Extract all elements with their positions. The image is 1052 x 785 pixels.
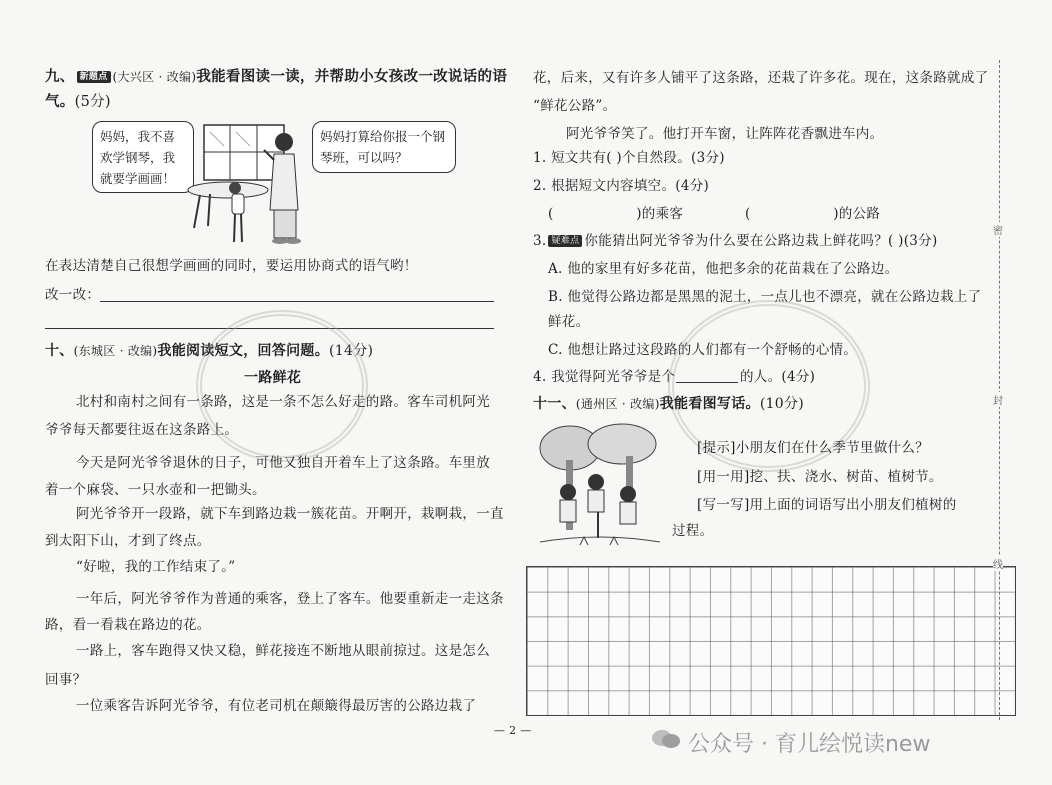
q11-heading xyxy=(533,395,804,413)
q10-number: 十、 xyxy=(45,343,74,359)
writing-grid[interactable] xyxy=(526,566,1016,716)
q3-tag: 疑难点 xyxy=(548,235,582,247)
q9-source: (大兴区 · 改编) xyxy=(112,70,197,84)
q2-blank-a[interactable]: ( )的乘客 xyxy=(548,206,684,222)
watermark-text: 公众号 · 育儿绘悦读new xyxy=(688,732,931,757)
q11-tip: [提示]小朋友们在什么季节里做什么？ xyxy=(697,440,929,456)
passage-line: 着一个麻袋、一只水壶和一把锄头。 xyxy=(45,482,266,498)
page-number: — 2 — xyxy=(494,724,532,737)
passage-line: 回事？ xyxy=(45,672,87,688)
mother-daughter-illustration xyxy=(180,120,315,250)
q11-score: (10分) xyxy=(759,396,805,412)
margin-char: 封 xyxy=(993,392,1003,407)
q2-blank-b[interactable]: ( )的公路 xyxy=(745,206,881,222)
q9-title: 我能看图读一读，并帮助小女孩改一改说话的语 xyxy=(196,68,508,85)
wechat-logo xyxy=(651,728,681,750)
passage-line: 爷爷每天都要往返在这条路上。 xyxy=(45,422,239,438)
q11-word-bank: [用一用]挖、扶、浇水、树苗、植树节。 xyxy=(697,469,943,485)
tree-planting-illustration xyxy=(530,420,670,552)
passage-line: 路，看一看栽在路边的花。 xyxy=(45,617,211,633)
speech-bubble-girl: 妈妈，我不喜欢学钢琴，我就要学画画！ xyxy=(92,121,194,193)
speech-bubble-mother: 妈妈打算给你报一个钢琴班，可以吗？ xyxy=(312,121,456,173)
passage-title: 一路鲜花 xyxy=(244,370,302,386)
q3-option-b-cont: 鲜花。 xyxy=(548,314,590,330)
q3-text-row xyxy=(533,232,938,250)
passage-line: 北村和南村之间有一条路，这是一条不怎么好走的路。客车司机阿光 xyxy=(76,394,490,410)
q9-title-2: 气。 xyxy=(45,93,75,110)
margin-char: 线 xyxy=(993,556,1003,571)
q9-answer-label: 改一改： xyxy=(45,287,101,303)
q10-score: (14分) xyxy=(329,343,374,359)
passage-line: 阿光爷爷开一段路，就下车到路边栽一簇花苗。开啊开，栽啊栽，一直 xyxy=(76,506,504,522)
passage-line: 一年后，阿光爷爷作为普通的乘客，登上了客车。他要重新走一走这条 xyxy=(76,591,504,607)
q9-tag: 新题点 xyxy=(77,71,111,83)
binding-line xyxy=(999,60,1000,720)
q3-option-c[interactable]: C. 他想让路过这段路的人们都有一个舒畅的心情。 xyxy=(548,342,858,358)
passage-line: “鲜花公路”。 xyxy=(533,98,617,114)
q9-score: (5分) xyxy=(74,94,111,110)
q9-number: 九、 xyxy=(45,68,75,85)
q3-question: 你能猜出阿光爷爷为什么要在公路边栽上鲜花吗？( )(3分) xyxy=(584,233,938,249)
passage-line: 一路上，客车跑得又快又稳，鲜花接连不断地从眼前掠过。这是怎么 xyxy=(76,643,490,659)
q11-source: (通州区 · 改编) xyxy=(575,397,660,411)
passage-line: 一位乘客告诉阿光爷爷，有位老司机在颠簸得最厉害的公路边栽了 xyxy=(76,698,477,714)
q4-text-a: 4. 我觉得阿光爷爷是个 xyxy=(533,369,676,385)
q9-heading xyxy=(45,68,507,86)
passage-line: 花，后来，又有许多人铺平了这条路，还栽了许多花。现在，这条路就成了 xyxy=(533,70,989,86)
q2-text: 2. 根据短文内容填空。(4分) xyxy=(533,178,710,194)
q9-hint: 在表达清楚自己很想学画画的同时，要运用协商式的语气哟！ xyxy=(45,258,418,274)
passage-line: “好啦，我的工作结束了。” xyxy=(76,559,236,575)
q3-option-b[interactable]: B. 他觉得公路边都是黑黑的泥土，一点儿也不漂亮，就在公路边栽上了 xyxy=(548,289,982,305)
q11-title: 我能看图写话。 xyxy=(659,396,760,412)
q3-number: 3. xyxy=(533,233,547,249)
q10-title: 我能阅读短文，回答问题。 xyxy=(157,343,330,359)
margin-char: 密 xyxy=(993,222,1003,237)
q11-write-prompt-cont: 过程。 xyxy=(672,523,714,539)
answer-line-1[interactable] xyxy=(100,301,494,302)
q10-source: (东城区 · 改编) xyxy=(73,344,158,358)
passage-line: 阿光爷爷笑了。他打开车窗，让阵阵花香飘进车内。 xyxy=(566,126,884,142)
passage-line: 今天是阿光爷爷退休的日子，可他又独自开着车上了这条路。车里放 xyxy=(76,455,490,471)
q4-text-b: 的人。(4分) xyxy=(740,369,816,385)
q11-number: 十一、 xyxy=(533,396,576,412)
q3-option-a[interactable]: A. 他的家里有好多花苗，他把多余的花苗栽在了公路边。 xyxy=(548,261,899,277)
q11-write-prompt: [写一写]用上面的词语写出小朋友们植树的 xyxy=(697,497,957,513)
watermark-stamp-left xyxy=(196,310,368,462)
passage-line: 到太阳下山，才到了终点。 xyxy=(45,533,211,549)
q9-heading-line2 xyxy=(45,93,111,111)
q1-text: 1. 短文共有( )个自然段。(3分) xyxy=(533,150,725,166)
